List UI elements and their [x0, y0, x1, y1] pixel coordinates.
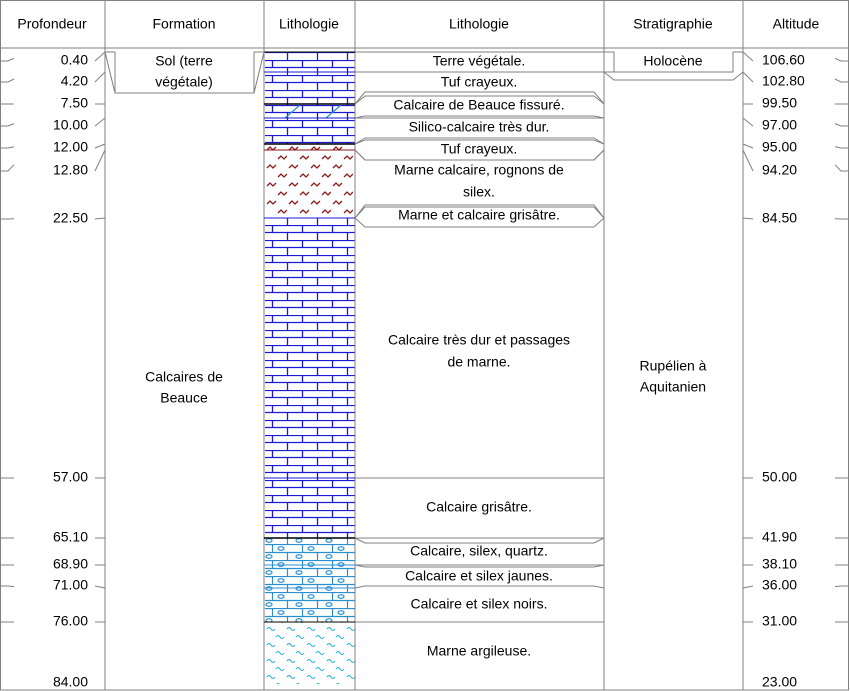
- lithology-description: Tuf crayeux.: [440, 140, 518, 157]
- depth-tick: [0, 124, 14, 126]
- depth-label: 12.80: [52, 161, 88, 178]
- stratigraphy-edge: [604, 72, 743, 80]
- altitude-label: 95.00: [762, 138, 798, 155]
- depth-label: 84.00: [52, 673, 88, 690]
- depth-label: 0.40: [60, 51, 88, 68]
- altitude-tick: [835, 586, 849, 587]
- lithology-description: Terre végétale.: [432, 52, 526, 69]
- altitude-label: 106.60: [762, 51, 805, 68]
- depth-label: 57.00: [52, 468, 88, 485]
- altitude-label: 84.50: [762, 209, 798, 226]
- stratigraphy-label: Aquitanien: [639, 378, 707, 395]
- lithology-description: Calcaire grisâtre.: [426, 498, 532, 515]
- lithology-pattern-block: [265, 118, 355, 144]
- depth-tick: [0, 79, 14, 82]
- depth-tick: [0, 58, 14, 61]
- formation-label: Calcaires de: [145, 368, 223, 385]
- altitude-label: 50.00: [762, 468, 798, 485]
- altitude-label: 97.00: [762, 116, 798, 133]
- altitude-tick: [835, 165, 849, 171]
- depth-label: 76.00: [52, 612, 88, 629]
- description-box-bottom: [355, 586, 604, 588]
- lithology-pattern-block: [265, 622, 355, 684]
- altitude-label: 99.50: [762, 94, 798, 111]
- header-lithology: Lithologie: [449, 15, 509, 32]
- depth-label: 68.90: [52, 555, 88, 572]
- lithology-description: de marne.: [447, 353, 511, 370]
- lithology-description: Tuf crayeux.: [440, 73, 518, 90]
- altitude-tick: [835, 124, 849, 126]
- header-lithology-pattern: Lithologie: [279, 15, 339, 32]
- altitude-connector: [743, 586, 753, 588]
- altitude-label: 23.00: [762, 673, 798, 690]
- formation-label: végétale): [155, 73, 213, 90]
- depth-tick: [0, 147, 14, 148]
- header-formation: Formation: [152, 15, 216, 32]
- altitude-label: 94.20: [762, 161, 798, 178]
- depth-label: 22.50: [52, 209, 88, 226]
- lithology-description: Silico-calcaire très dur.: [408, 118, 550, 135]
- lithology-description: Calcaire, silex, quartz.: [410, 542, 548, 559]
- lithology-description: Calcaire très dur et passages: [387, 331, 571, 348]
- lithology-description: Marne calcaire, rognons de: [394, 161, 564, 178]
- lithology-description: Marne et calcaire grisâtre.: [398, 206, 560, 223]
- depth-tick: [0, 586, 14, 587]
- depth-label: 65.10: [52, 528, 88, 545]
- depth-connector: [95, 52, 105, 61]
- depth-connector: [95, 586, 105, 588]
- altitude-label: 38.10: [762, 555, 798, 572]
- altitude-connector: [743, 118, 753, 126]
- altitude-tick: [835, 58, 849, 61]
- depth-label: 71.00: [52, 576, 88, 593]
- altitude-connector: [743, 144, 753, 148]
- altitude-label: 31.00: [762, 612, 798, 629]
- altitude-connector: [743, 72, 753, 82]
- formation-label: Beauce: [160, 389, 208, 406]
- depth-label: 7.50: [60, 94, 88, 111]
- depth-connector: [95, 118, 105, 126]
- altitude-tick: [835, 79, 849, 82]
- depth-label: 12.00: [52, 138, 88, 155]
- depth-connector: [95, 150, 105, 171]
- depth-label: 10.00: [52, 116, 88, 133]
- depth-label: 4.20: [60, 72, 88, 89]
- lithology-pattern-block: [265, 104, 355, 118]
- lithology-description: Calcaire de Beauce fissuré.: [393, 96, 565, 113]
- formation-label: Sol (terre: [155, 52, 213, 69]
- header-depth: Profondeur: [17, 15, 87, 32]
- altitude-connector: [743, 218, 753, 219]
- header-stratigraphy: Stratigraphie: [633, 15, 713, 32]
- altitude-connector: [743, 52, 753, 61]
- depth-connector: [95, 218, 105, 219]
- altitude-connector: [743, 150, 753, 171]
- lithology-pattern-block: [265, 538, 355, 622]
- lithology-description: silex.: [463, 183, 495, 200]
- altitude-tick: [835, 147, 849, 148]
- lithology-description: Marne argileuse.: [426, 642, 532, 659]
- formation-edge: [105, 52, 115, 93]
- stratigraphy-label: Holocène: [643, 52, 703, 69]
- depth-connector: [95, 72, 105, 82]
- lithology-description: Calcaire et silex jaunes.: [405, 567, 553, 584]
- lithology-description: Calcaire et silex noirs.: [410, 595, 548, 612]
- depth-tick: [0, 165, 14, 171]
- lithology-pattern-block: [265, 52, 355, 104]
- header-altitude: Altitude: [772, 15, 820, 32]
- stratigraphy-label: Rupélien à: [639, 357, 707, 374]
- altitude-label: 41.90: [762, 528, 798, 545]
- depth-connector: [95, 144, 105, 148]
- altitude-label: 102.80: [762, 72, 805, 89]
- formation-edge: [254, 52, 264, 93]
- altitude-label: 36.00: [762, 576, 798, 593]
- lithology-pattern-block: [265, 218, 355, 538]
- lithology-pattern-block: [265, 144, 355, 218]
